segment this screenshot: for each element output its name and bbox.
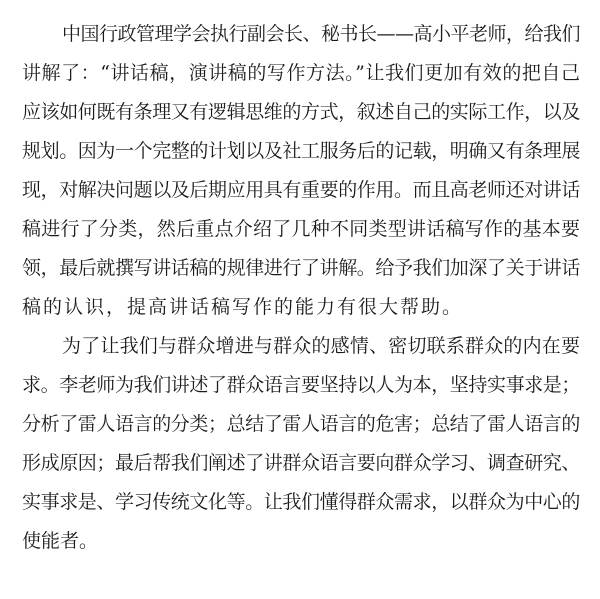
- paragraph-1-line-5: [0, 170, 600, 210]
- paragraph-2-line-4: [0, 443, 600, 483]
- paragraph-1-line-4: [0, 131, 600, 171]
- text-line: 求。李老师为我们讲述了群众语言要坚持以人为本，坚持实事求是；: [22, 374, 580, 396]
- text-line: 稿的认识，提高讲话稿写作的能力有很大帮助。: [22, 296, 464, 318]
- paragraph-2-line-6: [0, 521, 600, 561]
- paragraph-1-line-3: [0, 92, 600, 132]
- text-line: 形成原因；最后帮我们阐述了讲群众语言要向群众学习、调查研究、: [22, 452, 580, 474]
- paragraph-2-line-3: [0, 404, 600, 444]
- text-line: 应该如何既有条理又有逻辑思维的方式，叙述自己的实际工作，以及: [22, 101, 580, 123]
- paragraph-1-line-2: [0, 53, 600, 93]
- text-line: 现，对解决问题以及后期应用具有重要的作用。而且高老师还对讲话: [22, 179, 580, 201]
- text-line: 中国行政管理学会执行副会长、秘书长——高小平老师，给我们: [62, 23, 580, 45]
- text-line: 使能者。: [22, 530, 99, 552]
- paragraph-2-line-1: [0, 326, 600, 366]
- paragraph-1-line-8: [0, 287, 600, 327]
- paragraph-1-line-7: [0, 248, 600, 288]
- paragraph-1-line-6: [0, 209, 600, 249]
- text-line: 稿进行了分类，然后重点介绍了几种不同类型讲话稿写作的基本要: [22, 218, 581, 240]
- text-line: 为了让我们与群众增进与群众的感情、密切联系群众的内在要: [62, 335, 581, 357]
- text-line: 讲解了：“讲话稿，演讲稿的写作方法。”让我们更加有效的把自己: [22, 62, 581, 84]
- text-line: 分析了雷人语言的分类；总结了雷人语言的危害；总结了雷人语言的: [22, 413, 580, 435]
- text-line: 规划。因为一个完整的计划以及社工服务后的记载，明确又有条理展: [22, 140, 580, 162]
- paragraph-2-line-2: [0, 365, 600, 405]
- text-line: 领，最后就撰写讲话稿的规律进行了讲解。给予我们加深了关于讲话: [22, 257, 580, 279]
- paragraph-1-line-1: [0, 14, 600, 54]
- text-line: 实事求是、学习传统文化等。让我们懂得群众需求，以群众为中心的: [22, 491, 580, 513]
- paragraph-2-line-5: [0, 482, 600, 522]
